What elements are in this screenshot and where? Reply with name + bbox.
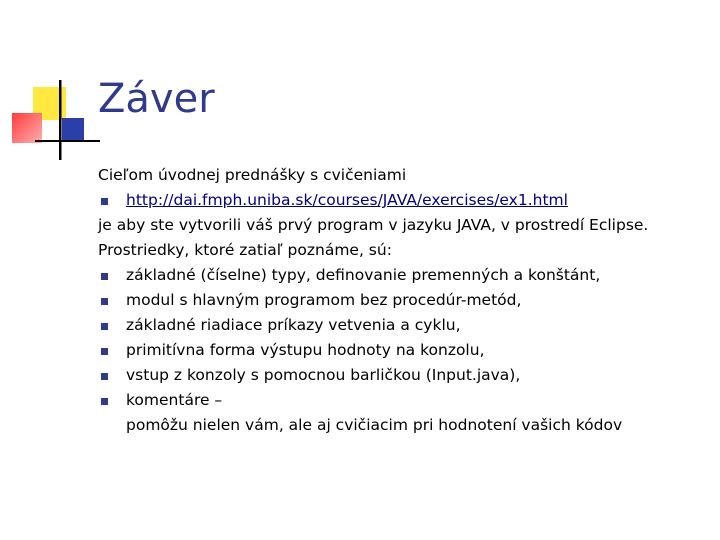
means-heading: Prostriedky, ktoré zatiaľ poznáme, sú: <box>98 241 392 259</box>
square-bullet-icon <box>101 348 108 355</box>
slide-content <box>98 163 708 438</box>
square-bullet-icon <box>101 323 108 330</box>
square-bullet-icon <box>101 273 108 280</box>
square-bullet-icon <box>101 398 108 405</box>
list-item <box>98 313 708 338</box>
link-line <box>98 188 708 213</box>
exercise-link[interactable]: http://dai.fmph.uniba.sk/courses/JAVA/exercises/ex1.html <box>126 191 568 209</box>
list-item <box>98 388 708 413</box>
list-item <box>98 263 708 288</box>
list-item-text: vstup z konzoly s pomocnou barličkou (Input.java), <box>126 366 521 384</box>
intro-line: Cieľom úvodnej prednášky s cvičeniami <box>98 166 407 184</box>
square-bullet-icon <box>101 373 108 380</box>
list-item-text: komentáre – <box>126 391 223 409</box>
list-item <box>98 363 708 388</box>
list-item-text: základné (číselne) typy, definovanie premenných a konštánt, <box>126 266 601 284</box>
list-item-text: základné riadiace príkazy vetvenia a cyklu, <box>126 316 461 334</box>
slide-corner-decoration <box>0 0 100 170</box>
continuation-line: pomôžu nielen vám, ale aj cvičiacim pri hodnotení vašich kódov <box>126 416 623 434</box>
list-item-text: modul s hlavným programom bez procedúr-metód, <box>126 291 522 309</box>
square-bullet-icon <box>101 198 108 205</box>
list-item-text: primitívna forma výstupu hodnoty na konzolu, <box>126 341 485 359</box>
slide-title: Záver <box>98 76 215 122</box>
square-bullet-icon <box>101 298 108 305</box>
goal-line: je aby ste vytvorili váš prvý program v jazyku JAVA, v prostredí Eclipse. <box>98 216 649 234</box>
list-item <box>98 288 708 313</box>
list-item <box>98 338 708 363</box>
